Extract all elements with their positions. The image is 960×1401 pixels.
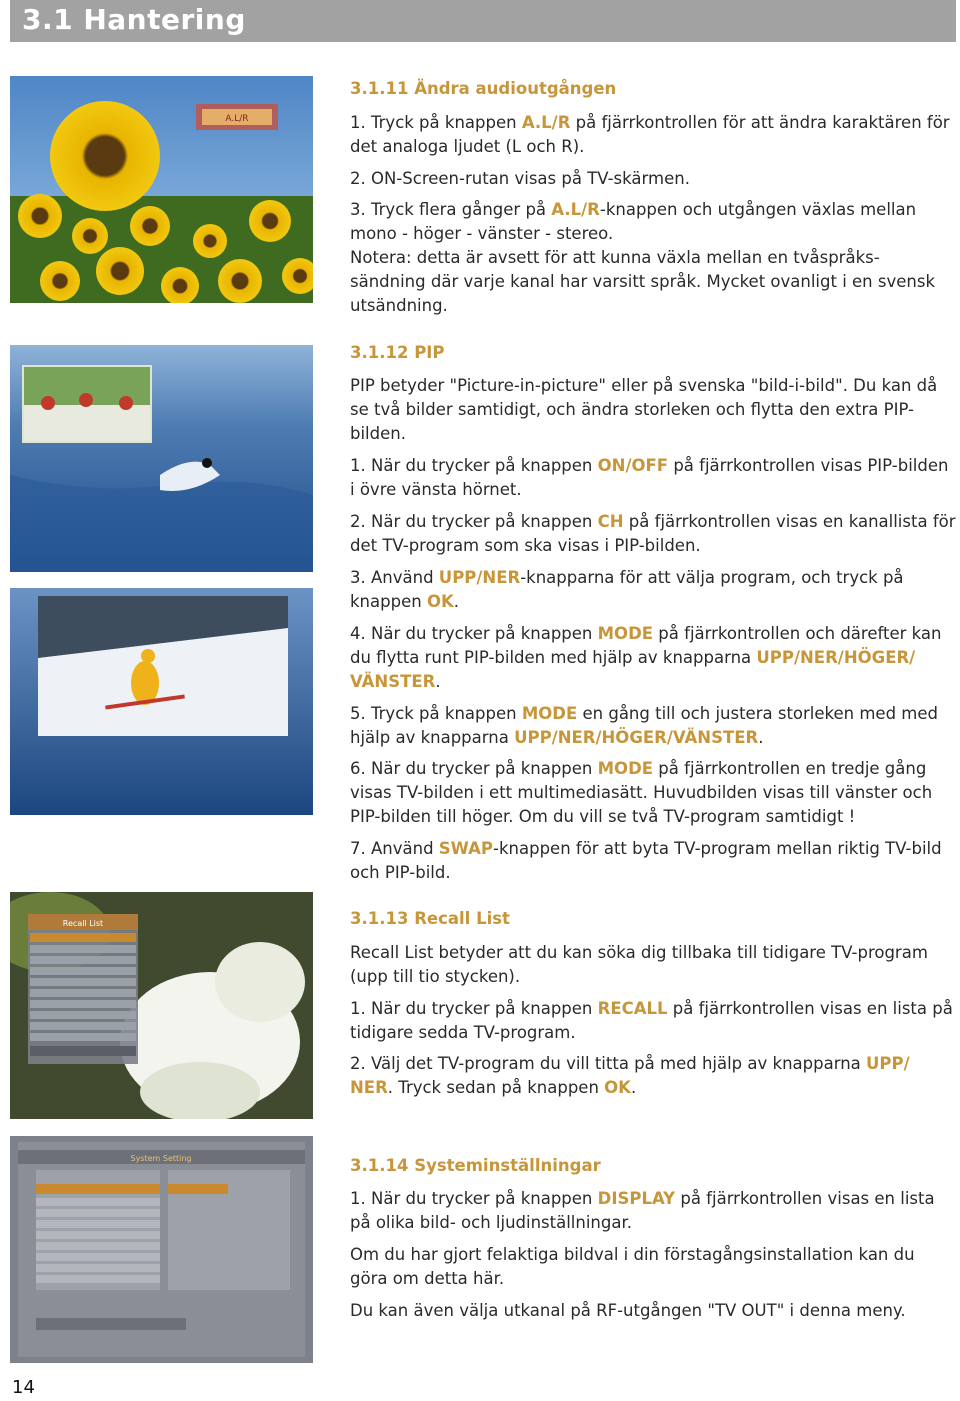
recall-intro: Recall List betyder att du kan söka dig tillbaka till tidigare TV-program (upp till tio stycken). bbox=[350, 943, 928, 986]
recall-list-image bbox=[10, 892, 313, 1119]
sunflower-osd-image bbox=[10, 76, 313, 303]
pip-sea-image bbox=[10, 345, 313, 572]
pip-step-2: 2. När du trycker på knappen CH på fjärrkontrollen visas en kanallista för det TV-program som ska visas i PIP-bilden. bbox=[350, 512, 956, 555]
section-title-pip: 3.1.12 PIP bbox=[350, 343, 445, 362]
system-step-1: 1. När du trycker på knappen DISPLAY på fjärrkontrollen visas en lista på olika bild- och ljudinställningar. bbox=[350, 1189, 935, 1232]
page-number: 14 bbox=[12, 1377, 35, 1398]
audio-note: Notera: detta är avsett för att kunna växla mellan en tvåspråks-sändning där varje kanal har varsitt språk. Mycket ovanligt i en svensk utsändning. bbox=[350, 248, 936, 315]
system-settings-image bbox=[10, 1136, 313, 1363]
system-osd-title: System Setting bbox=[130, 1154, 192, 1163]
pip-step-6: 6. När du trycker på knappen MODE på fjärrkontrollen en tredje gång visas TV-bilden i ett multimediasätt. Huvudbilden visas till vänster och PIP-bilden till höger. Om du vill se två TV-program samtidigt ! bbox=[350, 759, 933, 826]
header-bar bbox=[10, 0, 956, 42]
system-paragraph-3: Du kan även välja utkanal på RF-utgången "TV OUT" i denna meny. bbox=[350, 1301, 906, 1320]
pip-intro: PIP betyder "Picture-in-picture" eller på svenska "bild-i-bild". Du kan då se två bilder samtidigt, och ändra storleken och flytta den extra PIP-bilden. bbox=[350, 376, 938, 443]
page-title: 3.1 Hantering bbox=[22, 3, 246, 36]
recall-step-2: 2. Välj det TV-program du vill titta på med hjälp av knapparna UPP/ NER. Tryck sedan på knappen OK. bbox=[350, 1054, 910, 1097]
pip-step-1: 1. När du trycker på knappen ON/OFF på fjärrkontrollen visas PIP-bilden i övre vänsta hörnet. bbox=[350, 456, 949, 499]
osd-label: A.L/R bbox=[225, 114, 249, 124]
section-title-system: 3.1.14 Systeminställningar bbox=[350, 1156, 601, 1175]
recall-step-1: 1. När du trycker på knappen RECALL på fjärrkontrollen visas en lista på tidigare sedda TV-program. bbox=[350, 999, 953, 1042]
pip-step-3: 3. Använd UPP/NER-knapparna för att välja program, och tryck på knappen OK. bbox=[350, 568, 904, 611]
pip-ski-image bbox=[10, 588, 313, 815]
section-title-recall: 3.1.13 Recall List bbox=[350, 909, 510, 928]
pip-step-5: 5. Tryck på knappen MODE en gång till och justera storleken med med hjälp av knapparna UPP/NER/HÖGER/VÄNSTER. bbox=[350, 704, 938, 747]
audio-step-2: 2. ON-Screen-rutan visas på TV-skärmen. bbox=[350, 169, 690, 188]
pip-step-7: 7. Använd SWAP-knappen för att byta TV-program mellan riktig TV-bild och PIP-bild. bbox=[350, 839, 942, 882]
audio-step-1: 1. Tryck på knappen A.L/R på fjärrkontrollen för att ändra karaktären för det analoga ljudet (L och R). bbox=[350, 113, 950, 156]
pip-step-4: 4. När du trycker på knappen MODE på fjärrkontrollen och därefter kan du flytta runt PIP-bilden med hjälp av knapparna UPP/NER/HÖGER/ VÄNSTER. bbox=[350, 624, 942, 691]
section-title-audio: 3.1.11 Ändra audioutgången bbox=[350, 79, 617, 98]
recall-osd-title: Recall List bbox=[62, 919, 104, 928]
system-paragraph-2: Om du har gjort felaktiga bildval i din förstagångsinstallation kan du göra om detta här. bbox=[350, 1245, 915, 1288]
audio-step-3: 3. Tryck flera gånger på A.L/R-knappen och utgången växlas mellan mono - höger - vänster - stereo. bbox=[350, 200, 917, 243]
